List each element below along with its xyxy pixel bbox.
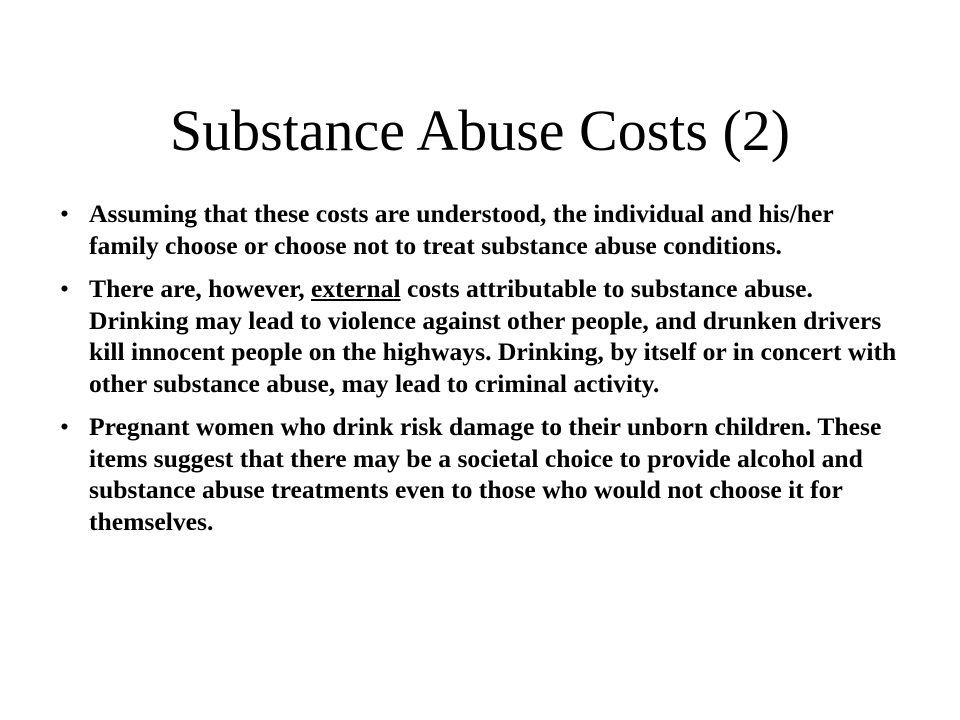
bullet-text <box>89 273 900 399</box>
underlined-word: external <box>311 274 401 303</box>
bullet-item-3 <box>60 411 900 537</box>
bullet-marker: • <box>60 412 69 441</box>
bullet-item-1 <box>60 198 900 261</box>
bullet-marker: • <box>60 274 69 303</box>
bullet-item-2 <box>60 273 900 399</box>
bullet-text: Pregnant women who drink risk damage to their unborn children. These items suggest that there may be a societal choice to provide alcohol and substance abuse treatments even to those who would not choose it for themselves. <box>89 412 882 536</box>
bullet-text-after: costs attributable to substance abuse. Drinking may lead to violence against other people, and drunken drivers kill innocent people on the highways. Drinking, by itself or in concert with other substance abuse, may lead to criminal activity. <box>89 274 897 398</box>
bullet-text: Assuming that these costs are understood, the individual and his/her family choose or choose not to treat substance abuse conditions. <box>89 199 834 260</box>
bullet-list <box>60 198 900 549</box>
bullet-marker: • <box>60 199 69 228</box>
slide-title: Substance Abuse Costs (2) <box>169 98 791 163</box>
bullet-text-before: There are, however, <box>89 274 312 303</box>
